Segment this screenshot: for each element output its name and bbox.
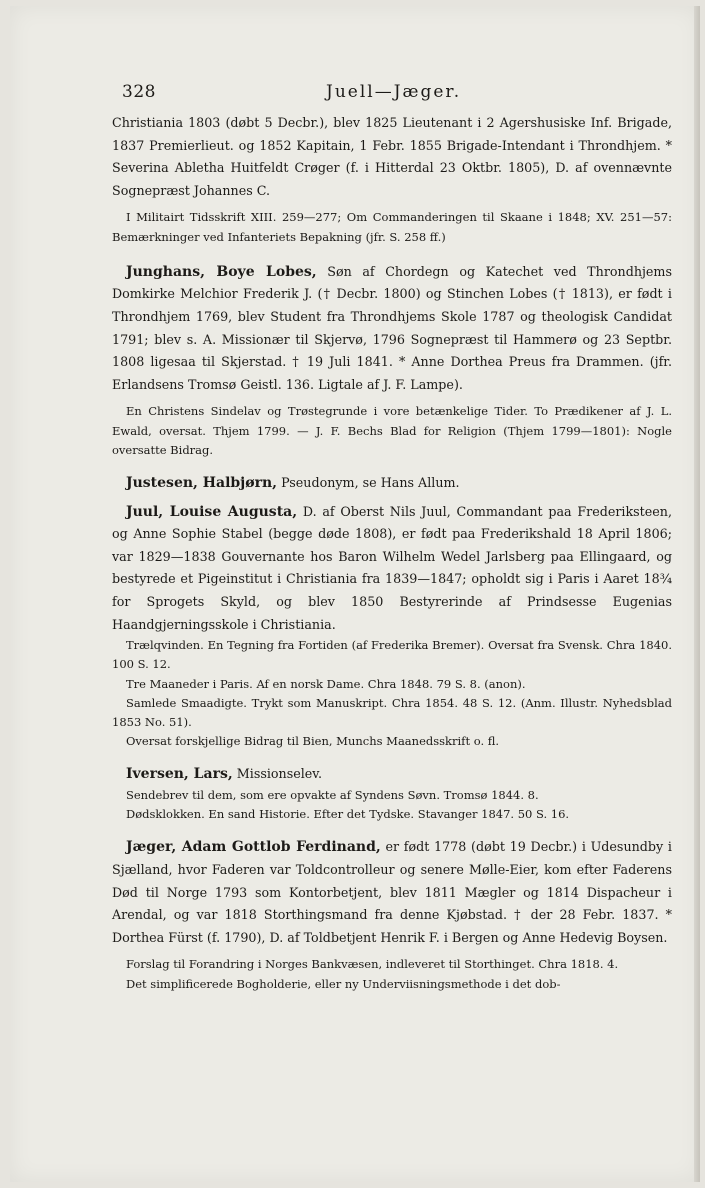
bibliography-ref: Forslag til Forandring i Norges Bankvæsen, indleveret til Storthinget. Chra 1818. 4. [126, 957, 619, 972]
page-number: 328 [122, 82, 156, 102]
entry-body: Pseudonym, se Hans Allum. [281, 474, 460, 490]
bibliography-ref: Dødsklokken. En sand Historie. Efter det Tydske. Stavanger 1847. 50 S. 16. [126, 807, 570, 822]
entry-junghans [112, 261, 672, 397]
bibliography-ref: Oversat forskjellige Bidrag til Bien, Munchs Maanedsskrift o. fl. [126, 734, 500, 749]
entry-jaeger [112, 836, 672, 949]
entry-body: er født 1778 (døbt 19 Decbr.) i Udesundby i Sjælland, hvor Faderen var Toldcontrolleur og senere Mølle-Eier, kom efter Faderens Død til Norge 1793 som Kontorbetjent, blev 1811 Mægler og 1814 Dispacheur i Arendal, og var 1818 Storthingsmand fra denne Kjøbstad. † der 28 Febr. 1837. * Dorthea Fürst (f. 1790), D. af Toldbetjent Henrik F. i Bergen og Anne Hedevig Boysen. [112, 839, 672, 945]
bibliography-ref: Samlede Smaadigte. Trykt som Manuskript. Chra 1854. 48 S. 12. (Anm. Illustr. Nyhedsblad 1853 No. 51). [112, 695, 672, 729]
entry-name: Juul, Louise Augusta, [126, 503, 298, 520]
bibliography-ref: Tre Maaneder i Paris. Af en norsk Dame. Chra 1848. 79 S. 8. (anon). [126, 676, 526, 691]
bibliography-ref: En Christens Sindelav og Trøstegrunde i vore betænkelige Tider. To Prædikener af J. L. Ewald, oversat. Thjem 1799. — J. F. Bechs Blad for Religion (Thjem 1799—1801): Nogle oversatte Bidrag. [112, 404, 672, 457]
entry-justesen [112, 472, 672, 495]
entry-body: Christiania 1803 (døbt 5 Decbr.), blev 1825 Lieutenant i 2 Agershusiske Inf. Brigade, 1837 Premierlieut. og 1852 Kapitain, 1 Febr. 1855 Brigade-Intendant i Throndhjem. * Severina Abletha Huitfeldt Crøger (f. i Hitterdal 23 Oktbr. 1805), D. af ovennævnte Sognepræst Johannes C. [112, 115, 672, 198]
running-header [112, 76, 672, 112]
entry-name: Jæger, Adam Gottlob Ferdinand, [126, 839, 381, 856]
entry-body: Missionselev. [236, 766, 322, 782]
book-page [10, 6, 700, 1182]
entry-iversen [112, 763, 672, 786]
entry-juul [112, 501, 672, 637]
entry-name: Junghans, Boye Lobes, [126, 263, 317, 280]
page-text [112, 76, 672, 994]
entry-name: Iversen, Lars, [126, 766, 233, 783]
bibliography-ref: Det simplificerede Bogholderie, eller ny Underviisningsmethode i det dob- [126, 976, 561, 991]
bibliography-ref: I Militairt Tidsskrift XIII. 259—277; Om Commanderingen til Skaane i 1848; XV. 251—57: Bemærkninger ved Infanteriets Bepakning (jfr. S. 258 ff.) [112, 210, 672, 244]
bibliography-ref: Sendebrev til dem, som ere opvakte af Syndens Søvn. Tromsø 1844. 8. [126, 787, 539, 802]
running-title: Juell—Jæger. [326, 82, 462, 102]
entry-body: D. af Oberst Nils Juul, Commandant paa Frederiksteen, og Anne Sophie Stabel (begge døde 1808), er født paa Frederikshald 18 April 1806; var 1829—1838 Gouvernante hos Baron Wilhelm Wedel Jarlsberg paa Ellingaard, og bestyrede et Pigeinstitut i Christiania fra 1839—1847; opholdt sig i Paris i Aaret 18¾ for Sprogets Skyld, og blev 1850 Bestyrerinde af Prindsesse Eugenias Haandgjerningsskole i Christiania. [112, 503, 672, 632]
bibliography-ref: Trælqvinden. En Tegning fra Fortiden (af Frederika Bremer). Oversat fra Svensk. Chra 1840. 100 S. 12. [112, 638, 672, 672]
entry-name: Justesen, Halbjørn, [126, 474, 278, 491]
page-edge [694, 6, 700, 1182]
entry-body: Søn af Chordegn og Katechet ved Throndhjems Domkirke Melchior Frederik J. († Decbr. 1800) og Stinchen Lobes († 1813), er født i Throndhjem 1769, blev Student fra Throndhjems Skole 1787 og theologisk Candidat 1791; blev s. A. Missionær til Skjervø, 1796 Sognepræst til Hammerø og 23 Septbr. 1808 ligesaa til Skjerstad. † 19 Juli 1841. * Anne Dorthea Preus fra Drammen. (jfr. Erlandsens Tromsø Geistl. 136. Ligtale af J. F. Lampe). [112, 263, 672, 392]
